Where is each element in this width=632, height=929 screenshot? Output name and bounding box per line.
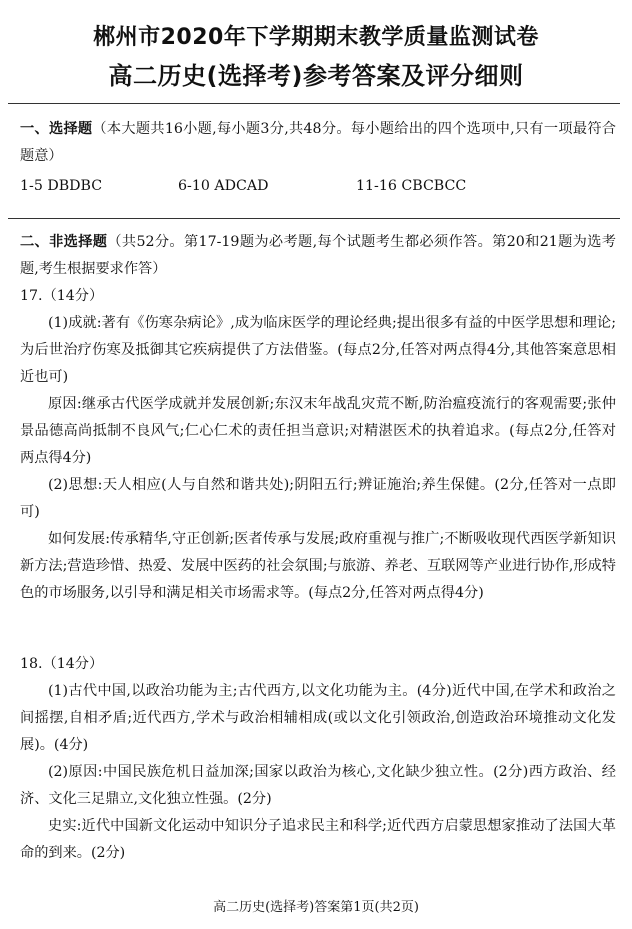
answer-group-2: 6-10 ADCAD [178,178,269,194]
q17-part1-reasons: 原因:继承古代医学成就并发展创新;东汉末年战乱灾荒不断,防治瘟疫流行的客观需要;张仲景品德高尚抵制不良风气;仁心仁术的责任担当意识;对精湛医术的执着追求。(每点2分,任答对两点得4分) [20,396,616,466]
middle-divider [8,218,620,219]
section2-instructions: （共52分。第17-19题为必考题,每个试题考生都必须作答。第20和21题为选考题,考生根据要求作答） [20,234,616,277]
top-divider [8,103,620,104]
section1-heading: 一、选择题 [20,121,93,137]
section1-instructions: （本大题共16小题,每小题3分,共48分。每小题给出的四个选项中,只有一项最符合题意） [20,121,616,164]
q17-part1-achievements: (1)成就:著有《伤寒杂病论》,成为临床医学的理论经典;提出很多有益的中医学思想和理论;为后世治疗伤寒及抵御其它疾病提供了方法借鉴。(每点2分,任答对两点得4分,其他答案意思相近也可) [20,315,616,385]
q18-part2-reasons: (2)原因:中国民族危机日益加深;国家以政治为核心,文化缺少独立性。(2分)西方政治、经济、文化三足鼎立,文化独立性强。(2分) [20,764,616,807]
q18-label: 18.（14分） [20,656,104,672]
q17-label: 17.（14分） [20,288,104,304]
q17-part2-thought: (2)思想:天人相应(人与自然和谐共处);阴阳五行;辨证施治;养生保健。(2分,任答对一点即可) [20,477,616,520]
answer-group-3: 11-16 CBCBCC [356,178,467,194]
q18-part1: (1)古代中国,以政治功能为主;古代西方,以文化功能为主。(4分)近代中国,在学术和政治之间摇摆,自相矛盾;近代西方,学术与政治相辅相成(或以文化引领政治,创造政治环境推动文化发展)。(4分) [20,683,616,753]
document-title: 郴州市2020年下学期期末教学质量监测试卷 [93,25,539,50]
q17-part2-development: 如何发展:传承精华,守正创新;医者传承与发展;政府重视与推广;不断吸收现代西医学新知识新方法;营造珍惜、热爱、发展中医药的社会氛围;与旅游、养老、互联网等产业进行协作,形成特色的市场服务,以引导和满足相关市场需求等。(每点2分,任答对两点得4分) [20,531,616,601]
answer-group-1: 1-5 DBDBC [20,178,103,194]
page-footer: 高二历史(选择考)答案第1页(共2页) [213,900,419,915]
q18-part2-facts: 史实:近代中国新文化运动中知识分子追求民主和科学;近代西方启蒙思想家推动了法国大革命的到来。(2分) [20,818,616,861]
section2-intro [20,229,616,283]
section2-heading: 二、非选择题 [20,234,108,250]
section1-intro [20,116,616,170]
document-subtitle: 高二历史(选择考)参考答案及评分细则 [108,62,524,90]
